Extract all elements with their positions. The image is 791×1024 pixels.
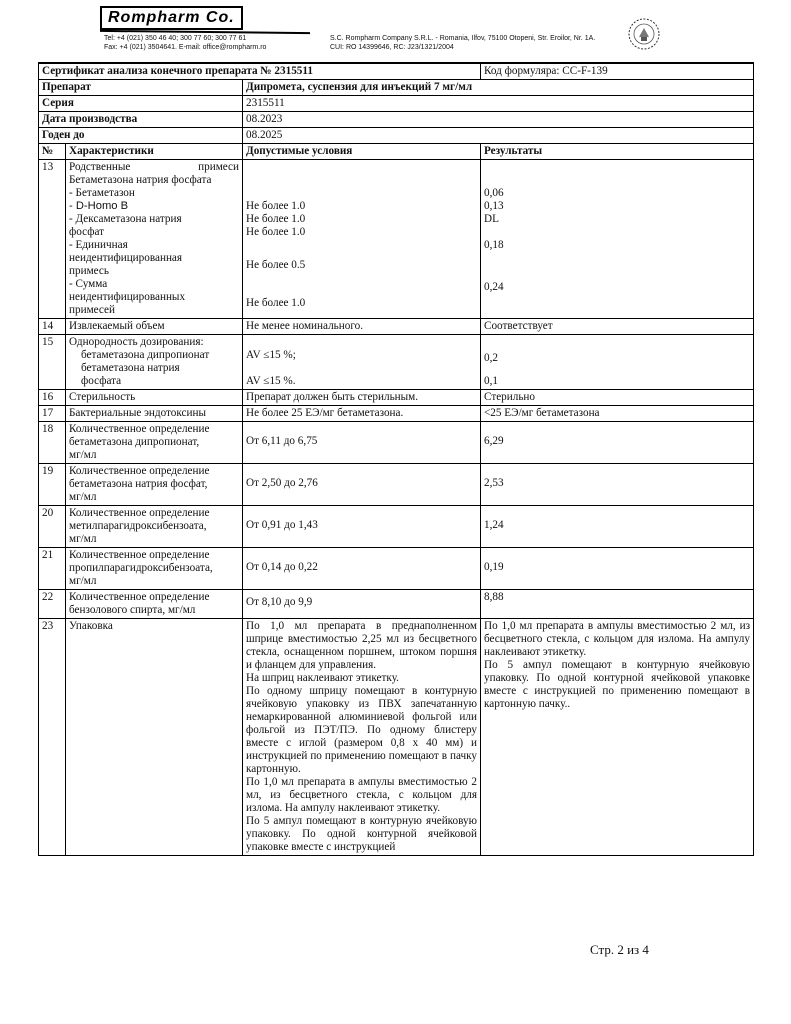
table-row: 15 Однородность дозирования: бетаметазона дипропионат бетаметазона натрия фосфата AV ≤15 %; AV ≤15 %. 0,2 0,1 — [39, 335, 754, 390]
table-row: 22 Количественное определение бензолового спирта, мг/мл От 8,10 до 9,9 8,88 — [39, 590, 754, 619]
column-header-characteristic: Характеристики — [66, 144, 243, 160]
contact-info: Tel: +4 (021) 350 46 40; 300 77 60; 300 77 61 Fax: +4 (021) 3504641. E-mail: office@rompharm.ro — [104, 35, 267, 51]
table-row: 16 Стерильность Препарат должен быть стерильным. Стерильно — [39, 390, 754, 406]
table-row: 21 Количественное определение пропилпарагидроксибензоата, мг/мл От 0,14 до 0,22 0,19 — [39, 548, 754, 590]
info-row: Годен до 08.2025 — [39, 128, 754, 144]
results-cell: 0,06 0,13 DL 0,18 0,24 — [481, 160, 754, 319]
column-header-limits: Допустимые условия — [243, 144, 481, 160]
letterhead — [0, 0, 791, 60]
characteristic-cell: Родственные примеси Бетаметазона натрия фосфата - Бетаметазон - D-Homo B - Дексаметазона натрия фосфат - Единичная неидентифицированная примесь - Сумма неидентифицированных примесей — [66, 160, 243, 319]
table-row: 20 Количественное определение метилпарагидроксибензоата, мг/мл От 0,91 до 1,43 1,24 — [39, 506, 754, 548]
info-row: Серия 2315511 — [39, 96, 754, 112]
packaging-results: По 1,0 мл препарата в ампулы вместимостью 2 мл, из бесцветного стекла, с кольцом для излома. На ампулу наклеивают этикетку. По 5 ампул помещают в контурную ячейковую упаковку. По одной контурной ячейковой упаковке вместе с инструкцией по применению помещают в картонную пачку.. — [481, 619, 754, 856]
certificate-title: Сертификат анализа конечного препарата № 2315511 — [39, 63, 481, 80]
certificate-table — [38, 62, 753, 856]
formula-code: Код формуляра: СС-F-139 — [481, 63, 754, 80]
table-row: 23 Упаковка По 1,0 мл препарата в преднаполненном шприце вместимостью 2,25 мл из бесцветного стекла, оснащенном поршнем, штоком поршня и фланцем для управления. На шприц наклеивают этикетку. По одному шприцу помещают в контурную ячейковую упаковку из ПВХ запечатанную немаркированной алюминиевой фольгой или фольгой из ПЭТ/ПЭ. По одному блистеру вместе с иглой (размером 0,8 х 40 мм) и инструкцией по применению помещают в пачку картонную. По 1,0 мл препарата в ампулы вместимостью 2 мл, из бесцветного стекла, с кольцом для излома. На ампулу наклеивают этикетку. По 5 ампул помещают в контурную ячейковую упаковку. По одной контурной ячейковой упаковке вместе с инструкцией По 1,0 мл препарата в ампулы вместимостью 2 мл, из бесцветного стекла, с кольцом для излома. На ампулу наклеивают этикетку. По 5 ампул помещают в контурную ячейковую упаковку. По одной контурной ячейковой упаковке вместе с инструкцией по применению помещают в картонную пачку.. — [39, 619, 754, 856]
seal-icon — [627, 17, 661, 51]
info-row: Дата производства 08.2023 — [39, 112, 754, 128]
page-number: Стр. 2 из 4 — [590, 942, 649, 957]
table-row: 13 Родственные примеси Бетаметазона натрия фосфата - Бетаметазон - D-Homo B - Дексаметазона натрия фосфат - Единичная неидентифицированная примесь - Сумма неидентифицированных примесей Не более 1.0 Не более 1.0 Не более 1.0 Не более 0.5 Не более 1.0 0,06 0,13 DL 0,18 0,24 — [39, 160, 754, 319]
table-row: 14 Извлекаемый объем Не менее номинального. Соответствует — [39, 319, 754, 335]
table-row: 19 Количественное определение бетаметазона натрия фосфат, мг/мл От 2,50 до 2,76 2,53 — [39, 464, 754, 506]
table-row: 17 Бактериальные эндотоксины Не более 25 ЕЭ/мг бетаметазона. <25 ЕЭ/мг бетаметазона — [39, 406, 754, 422]
packaging-limits: По 1,0 мл препарата в преднаполненном шприце вместимостью 2,25 мл из бесцветного стекла, оснащенном поршнем, штоком поршня и фланцем для управления. На шприц наклеивают этикетку. По одному шприцу помещают в контурную ячейковую упаковку из ПВХ запечатанную немаркированной алюминиевой фольгой или фольгой из ПЭТ/ПЭ. По одному блистеру вместе с иглой (размером 0,8 х 40 мм) и инструкцией по применению помещают в пачку картонную. По 1,0 мл препарата в ампулы вместимостью 2 мл, из бесцветного стекла, с кольцом для излома. На ампулу наклеивают этикетку. По 5 ампул помещают в контурную ячейковую упаковку. По одной контурной ячейковой упаковке вместе с инструкцией — [243, 619, 481, 856]
company-info: S.C. Rompharm Company S.R.L. - Romania, Ilfov, 75100 Otopeni, Str. Eroilor, Nr. 1A. CUI: RO 14399646, RC: J23/1321/2004 — [330, 35, 596, 51]
table-row: 18 Количественное определение бетаметазона дипропионат, мг/мл От 6,11 до 6,75 6,29 — [39, 422, 754, 464]
company-logo: Rompharm Co. — [100, 6, 280, 32]
column-header-results: Результаты — [481, 144, 754, 160]
limits-cell: Не более 1.0 Не более 1.0 Не более 1.0 Не более 0.5 Не более 1.0 — [243, 160, 481, 319]
certificate-title-row — [39, 63, 754, 80]
column-header-row — [39, 144, 754, 160]
column-header-num: № — [39, 144, 66, 160]
info-row: Препарат Дипромета, суспензия для инъекций 7 мг/мл — [39, 80, 754, 96]
